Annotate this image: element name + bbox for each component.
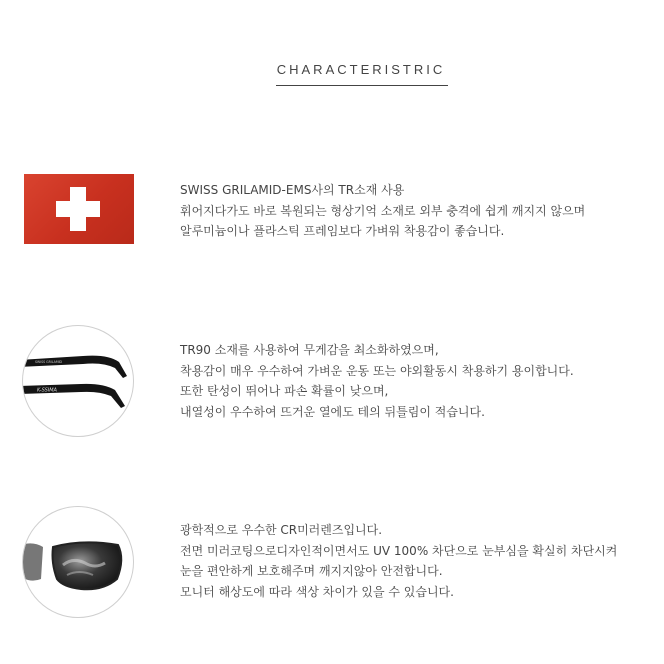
temple-arm-thumbnail: [22, 325, 134, 437]
feature-line: 광학적으로 우수한 CR미러렌즈입니다.: [180, 523, 383, 537]
feature-text-weight: [180, 340, 574, 422]
swiss-flag-icon: [24, 174, 134, 244]
section-title: CHARACTERISTRIC: [276, 62, 446, 77]
feature-line: 알루미늄이나 플라스틱 프레임보다 가벼워 착용감이 좋습니다.: [180, 224, 505, 238]
feature-line: SWISS GRILAMID-EMS사의 TR소재 사용: [180, 183, 405, 197]
feature-line: 눈을 편안하게 보호해주며 깨지지않아 안전합니다.: [180, 564, 443, 578]
feature-text-lens: [180, 520, 617, 602]
feature-line: 내열성이 우수하여 뜨거운 열에도 테의 뒤틀림이 적습니다.: [180, 404, 485, 419]
temple-text-bottom: K-SSIMA: [37, 387, 57, 394]
flag-cross-horizontal: [56, 201, 100, 217]
feature-line: 전면 미러코팅으로디자인적이면서도 UV 100% 차단으로 눈부심을 확실히 차단시켜: [180, 543, 618, 558]
feature-line: 휘어지다가도 바로 복원되는 형상기억 소재로 외부 충격에 쉽게 깨지지 않으며: [180, 203, 586, 218]
feature-line: 모니터 해상도에 따라 색상 차이가 있을 수 있습니다.: [180, 584, 454, 599]
feature-line: 착용감이 매우 우수하여 가벼운 운동 또는 야외활동시 착용하기 용이합니다.: [180, 363, 574, 378]
feature-line: 또한 탄성이 뛰어나 파손 확률이 낮으며,: [180, 384, 389, 398]
title-underline: [276, 85, 448, 86]
temple-text-top: SWISS GRILAMID: [35, 360, 62, 364]
mirror-lens-thumbnail: [22, 506, 134, 618]
temple-arm-icon: [23, 326, 133, 436]
feature-line: TR90 소재를 사용하여 무게감을 최소화하였으며,: [180, 343, 439, 357]
feature-text-material: [180, 180, 585, 242]
mirror-lens-icon: [23, 507, 133, 617]
